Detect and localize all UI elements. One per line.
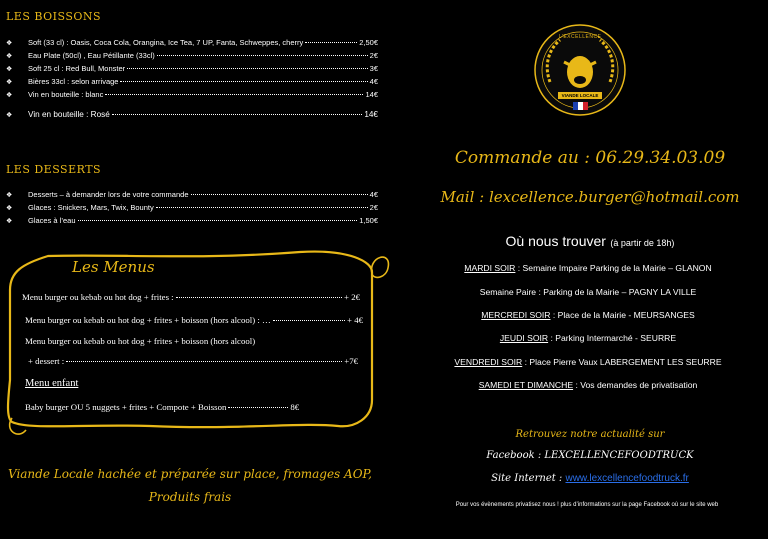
schedule-row	[420, 380, 756, 390]
viande-line-2: Produits frais	[148, 490, 232, 504]
list-item	[6, 90, 378, 99]
schedule-text: : Vos demandes de privatisation	[573, 380, 698, 390]
diamond-bullet-icon: ❖	[6, 53, 13, 60]
item-price: 14€	[365, 90, 378, 99]
list-item	[25, 336, 363, 346]
diamond-bullet-icon: ❖	[6, 66, 13, 73]
diamond-bullet-icon: ❖	[6, 79, 13, 86]
footer-note: Pour vos évènements privatisez nous ! plus d’informations sur la page Facebook où sur le site web	[455, 502, 719, 508]
schedule-text: : Parking Intermarché - SEURRE	[548, 333, 677, 343]
list-item	[6, 203, 378, 212]
item-price: 14€	[364, 110, 378, 119]
viande-line-1: Viande Locale hachée et préparée sur place, fromages AOP,	[7, 467, 372, 481]
logo-top-text: L'EXCELLENCE	[558, 34, 602, 40]
diamond-bullet-icon: ❖	[6, 218, 13, 225]
item-label: Soft (33 cl) : Oasis, Coca Cola, Orangina, Ice Tea, 7 UP, Fanta, Schweppes, cherry	[28, 38, 304, 47]
list-item	[22, 292, 360, 302]
schedule-day: MARDI SOIR	[464, 263, 516, 273]
commande-phone: Commande au : 06.29.34.03.09	[454, 148, 726, 168]
item-price: 1,50€	[359, 216, 378, 225]
list-item	[6, 77, 378, 86]
menu-label: Baby burger OU 5 nuggets + frites + Compote + Boisson	[25, 402, 227, 412]
schedule-row	[420, 287, 756, 297]
diamond-bullet-icon: ❖	[6, 205, 13, 212]
diamond-bullet-icon: ❖	[6, 92, 13, 99]
item-price: 2,50€	[359, 38, 378, 47]
site-link[interactable]: www.lexcellencefoodtruck.fr	[565, 473, 689, 484]
menu-label: Menu burger ou kebab ou hot dog + frites + boisson (hors alcool) : …	[25, 315, 271, 325]
schedule-day: VENDREDI SOIR	[454, 357, 523, 367]
schedule-row	[420, 333, 756, 343]
site-internet	[410, 473, 768, 484]
menu-price: + 4€	[347, 315, 363, 325]
ou-nous-trouver	[410, 233, 768, 251]
item-price: 4€	[369, 190, 378, 199]
ou-title: Où nous trouver	[505, 233, 606, 249]
schedule-day: MERCREDI SOIR	[481, 310, 551, 320]
diamond-bullet-icon: ❖	[6, 112, 13, 119]
schedule-day: SAMEDI ET DIMANCHE	[478, 380, 574, 390]
diamond-bullet-icon: ❖	[6, 40, 13, 47]
site-label: Site Internet :	[491, 473, 566, 484]
schedule-row	[420, 310, 756, 320]
item-label: Vin en bouteille : blanc	[28, 90, 104, 99]
item-label: Desserts – à demander lors de votre commande	[28, 190, 189, 199]
retrouvez-text: Retrouvez notre actualité sur	[515, 429, 665, 440]
menu-label: Menu burger ou kebab ou hot dog + frites + boisson (hors alcool)	[25, 336, 256, 346]
list-item	[6, 38, 378, 47]
mail-address: Mail : lexcellence.burger@hotmail.com	[440, 188, 740, 206]
item-price: 3€	[369, 64, 378, 73]
schedule-text: Parking de la Mairie – PAGNY LA VILLE	[540, 287, 697, 297]
menu-label: Menu burger ou kebab ou hot dog + frites :	[22, 292, 174, 302]
menu-price: 8€	[290, 402, 300, 412]
desserts-title: LES DESSERTS	[6, 163, 102, 176]
menu-enfant-title: Menu enfant	[25, 378, 79, 389]
list-item	[25, 402, 351, 412]
item-price: 4€	[369, 77, 378, 86]
boissons-title: LES BOISSONS	[6, 10, 102, 23]
item-price: 2€	[369, 203, 378, 212]
item-price: 2€	[369, 51, 378, 60]
schedule-day: Semaine Paire :	[479, 287, 541, 297]
menu-label: + dessert :	[28, 356, 65, 366]
schedule-text: : Place de la Mairie - MEURSANGES	[550, 310, 695, 320]
item-label: Soft 25 cl : Red Bull, Monster	[28, 64, 126, 73]
menu-price: +7€	[344, 356, 358, 366]
list-item	[6, 190, 378, 199]
list-item	[6, 216, 378, 225]
item-label: Bières 33cl : selon arrivage	[28, 77, 119, 86]
item-label: Vin en bouteille : Rosé	[28, 110, 110, 119]
schedule-row	[420, 263, 756, 273]
facebook-text: Facebook : LEXCELLENCEFOODTRUCK	[486, 450, 694, 461]
schedule-day: JEUDI SOIR	[499, 333, 549, 343]
list-item	[6, 64, 378, 73]
list-item	[6, 51, 378, 60]
list-item	[25, 315, 363, 325]
menu-price: + 2€	[344, 292, 360, 302]
menus-title: Les Menus	[72, 258, 155, 276]
item-label: Eau Plate (50cl) , Eau Pétillante (33cl)	[28, 51, 155, 60]
list-item	[28, 356, 358, 366]
diamond-bullet-icon: ❖	[6, 192, 13, 199]
item-label: Glaces à l’eau	[28, 216, 76, 225]
schedule-row	[420, 357, 756, 367]
logo-bottom-text: VIANDE LOCALE	[561, 93, 599, 98]
ou-note: (à partir de 18h)	[610, 238, 675, 248]
item-label: Glaces : Snickers, Mars, Twix, Bounty	[28, 203, 154, 212]
list-item	[6, 110, 378, 119]
schedule-text: : Place Pierre Vaux LABERGEMENT LES SEURRE	[522, 357, 722, 367]
schedule-text: : Semaine Impaire Parking de la Mairie – GLANON	[515, 263, 712, 273]
